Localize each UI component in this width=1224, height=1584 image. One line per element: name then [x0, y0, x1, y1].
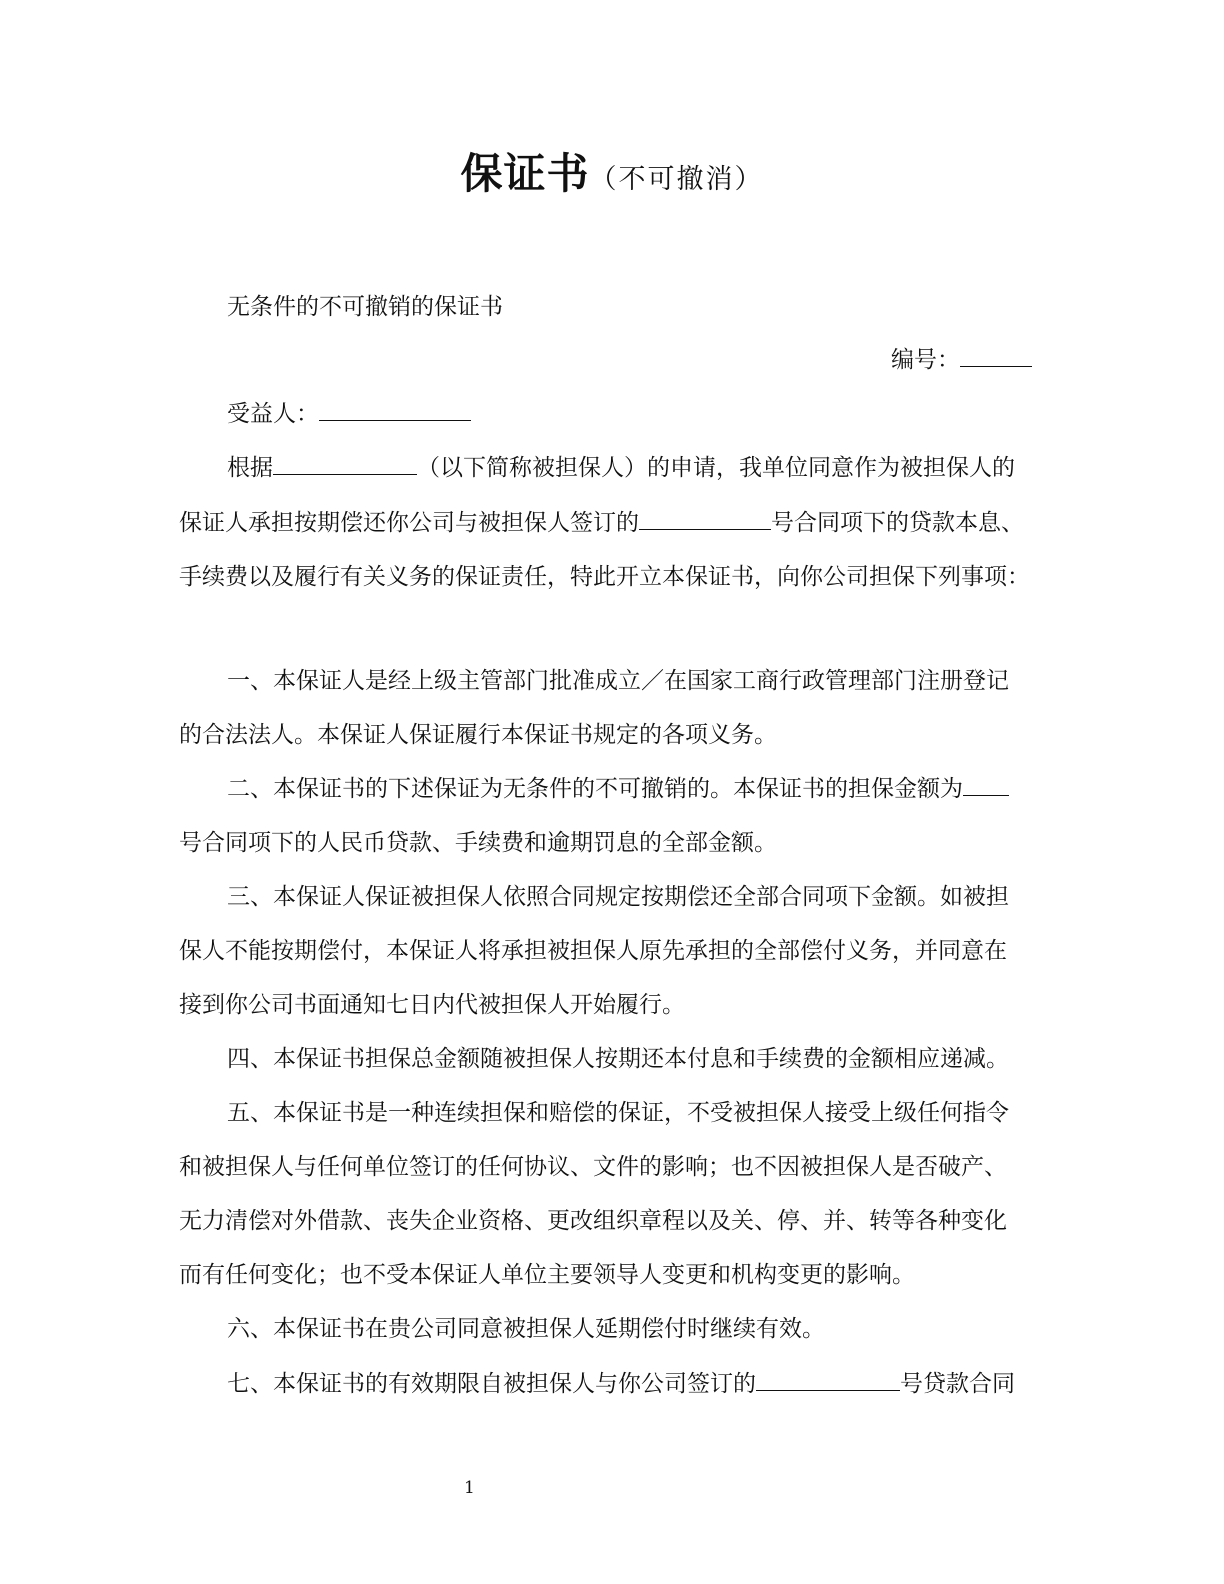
clause-text: 七、本保证书的有效期限自被担保人与你公司签订的	[227, 1371, 756, 1397]
clause-1-line-1: 一、本保证人是经上级主管部门批准成立／在国家工商行政管理部门注册登记	[227, 668, 1009, 694]
clause-5-line-1: 五、本保证书是一种连续担保和赔偿的保证，不受被担保人接受上级任何指令	[227, 1100, 1009, 1126]
document-title	[0, 146, 1224, 211]
title-main: 保证书	[460, 149, 590, 198]
number-blank[interactable]	[960, 346, 1032, 367]
clause-text: 号贷款合同	[900, 1371, 1015, 1397]
clause-3-line-3: 接到你公司书面通知七日内代被担保人开始履行。	[179, 992, 685, 1018]
beneficiary-label: 受益人：	[227, 401, 319, 427]
clause-1-line-2: 的合法法人。本保证人保证履行本保证书规定的各项义务。	[179, 722, 777, 748]
intro-line-2	[179, 507, 1024, 539]
applicant-blank[interactable]	[273, 454, 417, 475]
beneficiary-field	[227, 398, 471, 430]
intro-text: 根据	[227, 455, 273, 481]
clause-2-line-2: 号合同项下的人民币贷款、手续费和逾期罚息的全部金额。	[179, 830, 777, 856]
clause-2-line-1	[227, 773, 1009, 805]
intro-text: （以下简称被担保人）的申请，我单位同意作为被担保人的	[417, 455, 1015, 481]
beneficiary-blank[interactable]	[319, 400, 471, 421]
intro-line-1	[227, 452, 1015, 484]
intro-text: 保证人承担按期偿还你公司与被担保人签订的	[179, 510, 639, 536]
number-field	[891, 344, 1032, 376]
clause-5-line-3: 无力清偿对外借款、丧失企业资格、更改组织章程以及关、停、并、转等各种变化	[179, 1208, 1007, 1234]
document-subtitle: 无条件的不可撤销的保证书	[227, 294, 503, 320]
intro-text: 号合同项下的贷款本息、	[771, 510, 1024, 536]
page-number: 1	[464, 1478, 475, 1498]
clause-5-line-2: 和被担保人与任何单位签订的任何协议、文件的影响；也不因被担保人是否破产、	[179, 1154, 1007, 1180]
title-sub: （不可撤消）	[589, 164, 764, 195]
clause-5-line-4: 而有任何变化；也不受本保证人单位主要领导人变更和机构变更的影响。	[179, 1262, 915, 1288]
clause-3-line-2: 保人不能按期偿付，本保证人将承担被担保人原先承担的全部偿付义务，并同意在	[179, 938, 1007, 964]
clause-7-line-1	[227, 1368, 1015, 1400]
clause-4-line-1: 四、本保证书担保总金额随被担保人按期还本付息和手续费的金额相应递减。	[227, 1046, 1009, 1072]
guarantee-amount-blank[interactable]	[963, 775, 1009, 796]
number-label: 编号：	[891, 347, 960, 373]
contract-number-blank[interactable]	[639, 509, 771, 530]
clause-6-line-1: 六、本保证书在贵公司同意被担保人延期偿付时继续有效。	[227, 1316, 825, 1342]
intro-line-3: 手续费以及履行有关义务的保证责任，特此开立本保证书，向你公司担保下列事项：	[179, 564, 1030, 590]
loan-contract-number-blank[interactable]	[756, 1370, 900, 1391]
clause-text: 二、本保证书的下述保证为无条件的不可撤销的。本保证书的担保金额为	[227, 776, 963, 802]
clause-3-line-1: 三、本保证人保证被担保人依照合同规定按期偿还全部合同项下金额。如被担	[227, 884, 1009, 910]
